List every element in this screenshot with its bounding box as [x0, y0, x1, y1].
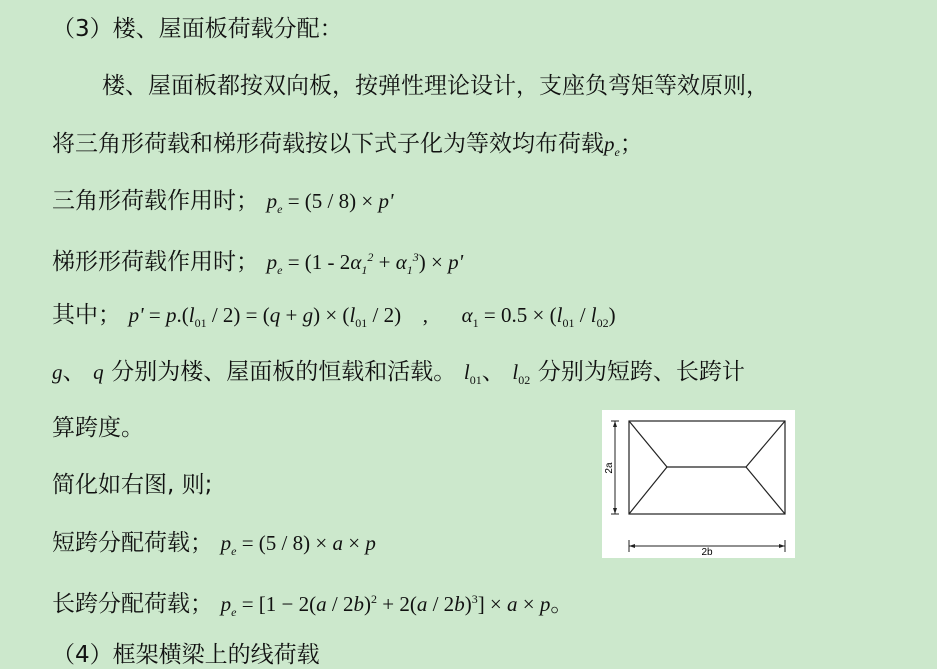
g-q-text: 分别为楼、屋面板的恒载和活载。 — [111, 359, 457, 385]
trapezoid-label: 梯形形荷载作用时； — [52, 249, 259, 275]
next-section-heading-partial: （4）框架横梁上的线荷载 — [52, 642, 320, 668]
triangle-formula-line — [52, 185, 393, 224]
diagonal-top-left — [629, 421, 667, 467]
width-arrow-right — [779, 544, 785, 548]
paragraph-line-2 — [52, 128, 643, 167]
q-symbol: q — [93, 360, 104, 384]
where-label: 其中； — [52, 302, 121, 328]
paragraph-line-2-text: 将三角形荷载和梯形荷载按以下式子化为等效均布荷载 — [52, 131, 604, 157]
long-span-formula: $p_e = [1 - 2(a / 2b)^2 + 2(a / 2b)^3] \times a \times p$ — [220, 592, 551, 620]
short-span-formula: $p_e = (5 / 8) \times a \times p$ — [220, 531, 376, 559]
l01-symbol: $l_{01}$ — [463, 360, 482, 388]
triangle-label: 三角形荷载作用时； — [52, 188, 259, 214]
g-q-line — [52, 356, 745, 395]
long-span-period: 。 — [550, 591, 574, 617]
l02-symbol: $l_{02}$ — [512, 360, 531, 388]
p-prime-formula: $p' = p.(l_{01} / 2) = (q + g) \times (l_{01} / 2)$ — [128, 303, 402, 331]
long-span-label: 长跨分配荷载； — [52, 591, 213, 617]
sep-2: 、 — [481, 359, 505, 385]
trapezoid-formula: $p_e = (1 - 2\alpha_1^2 + \alpha_1^3) \times p'$ — [266, 250, 464, 278]
g-symbol: g — [52, 360, 63, 384]
alpha-formula: $\alpha_1 = 0.5 \times (l_{01} / l_{02})$ — [461, 303, 616, 331]
slab-load-diagram — [602, 410, 795, 558]
diagonal-bottom-right — [746, 467, 785, 514]
section-heading: （3）楼、屋面板荷载分配： — [52, 16, 343, 42]
comma-sep: , — [422, 303, 428, 327]
simplified-line: 简化如右图, 则; — [52, 472, 213, 498]
pe-symbol: $p_e$ — [604, 132, 620, 160]
height-label: 2a — [604, 462, 615, 474]
height-arrow-bottom — [613, 508, 617, 514]
line-continuation: 算跨度。 — [52, 415, 144, 441]
diagonal-bottom-left — [629, 467, 667, 514]
l-text: 分别为短跨、长跨计 — [537, 359, 745, 385]
width-label: 2b — [701, 547, 713, 558]
short-span-line — [52, 527, 376, 566]
paragraph-line-2-tail: ； — [619, 131, 643, 157]
paragraph-line-1: 楼、屋面板都按双向板，按弹性理论设计，支座负弯矩等效原则， — [102, 73, 769, 99]
trapezoid-formula-line — [52, 242, 463, 285]
long-span-line — [52, 584, 573, 627]
slab-load-svg — [602, 410, 795, 558]
diagonal-top-right — [746, 421, 785, 467]
width-arrow-left — [629, 544, 635, 548]
sep-1: 、 — [62, 359, 86, 385]
where-line — [52, 299, 616, 338]
short-span-label: 短跨分配荷载； — [52, 530, 213, 556]
triangle-formula: $p_e = (5 / 8) \times p'$ — [266, 189, 394, 217]
height-arrow-top — [613, 421, 617, 427]
